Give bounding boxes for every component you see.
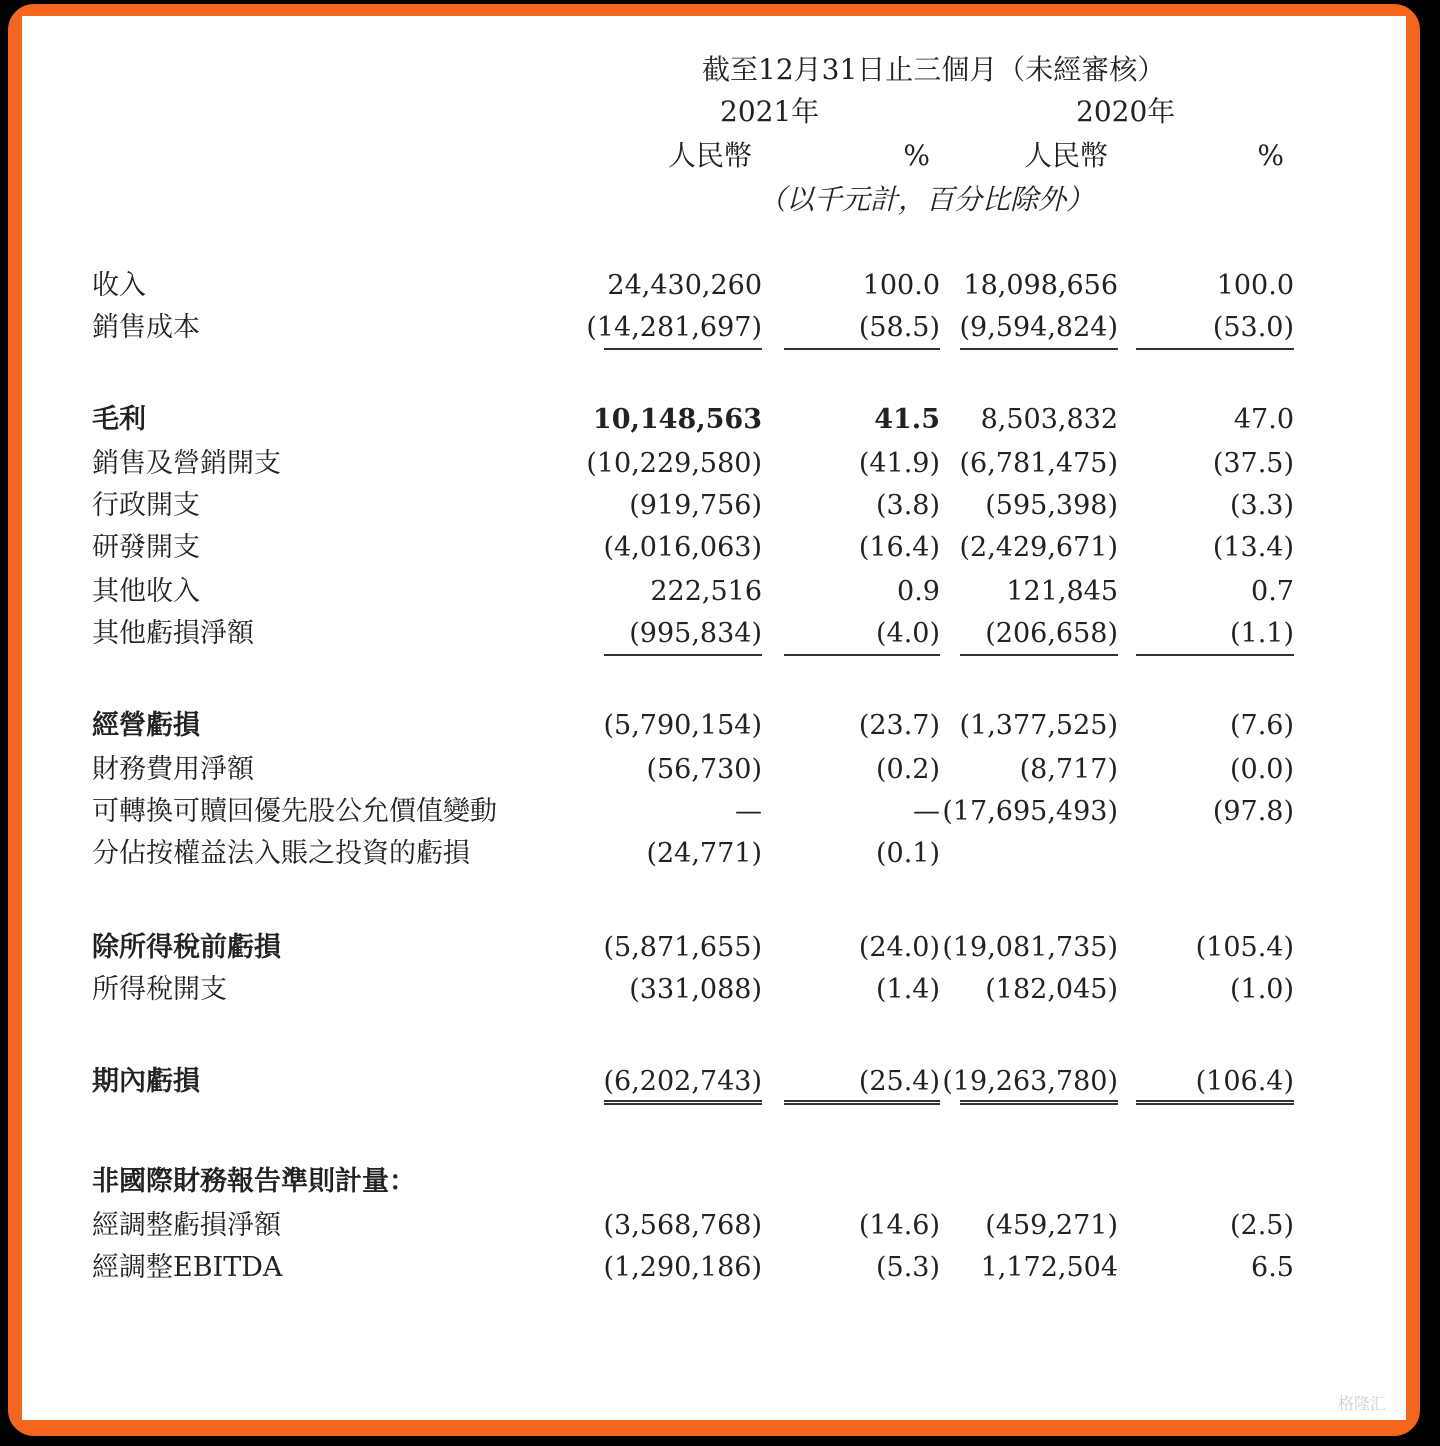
value-2021: (995,834) xyxy=(629,618,762,649)
total-double-rule xyxy=(1136,1100,1294,1105)
pct-2020: (7.6) xyxy=(1229,710,1294,741)
value-2020: (595,398) xyxy=(985,490,1118,521)
value-2020: (1,377,525) xyxy=(959,710,1118,741)
pct-2020: (53.0) xyxy=(1212,312,1294,343)
row-label: 銷售成本 xyxy=(92,312,200,343)
value-2021: (10,229,580) xyxy=(586,448,762,479)
pct-2021: 100.0 xyxy=(862,270,940,301)
pct-2021: (23.7) xyxy=(858,710,940,741)
pct-2020: (37.5) xyxy=(1212,448,1294,479)
value-2020: (19,263,780) xyxy=(942,1066,1118,1097)
row-label: 所得稅開支 xyxy=(92,974,227,1005)
value-2020: (9,594,824) xyxy=(959,312,1118,343)
pct-2021: — xyxy=(913,796,940,827)
subtotal-rule xyxy=(604,654,762,656)
subtotal-rule xyxy=(784,348,940,350)
value-2021: 222,516 xyxy=(650,576,762,607)
subtotal-rule xyxy=(1136,348,1294,350)
pct-2021: (1.4) xyxy=(875,974,940,1005)
pct-2021: (5.3) xyxy=(875,1252,940,1283)
value-2021: (24,771) xyxy=(646,838,762,869)
row-label: 經營虧損 xyxy=(92,710,200,741)
value-2020: (8,717) xyxy=(1019,754,1118,785)
value-2020: (182,045) xyxy=(985,974,1118,1005)
row-label: 期內虧損 xyxy=(92,1066,200,1097)
subtotal-rule xyxy=(784,654,940,656)
unit-note: （以千元計，百分比除外） xyxy=(758,183,1095,216)
value-2021: 10,148,563 xyxy=(592,404,762,435)
row-label: 財務費用淨額 xyxy=(92,754,254,785)
row-label: 收入 xyxy=(92,270,146,301)
pct-2020: 100.0 xyxy=(1216,270,1294,301)
row-label: 除所得稅前虧損 xyxy=(92,932,281,963)
total-double-rule xyxy=(784,1100,940,1105)
row-label: 研發開支 xyxy=(92,532,200,563)
row-label: 經調整虧損淨額 xyxy=(92,1210,281,1241)
pct-2020: 6.5 xyxy=(1251,1252,1294,1283)
value-2021: (919,756) xyxy=(629,490,762,521)
pct-2021: (41.9) xyxy=(858,448,940,479)
pct-2021: (24.0) xyxy=(858,932,940,963)
row-label: 經調整EBITDA xyxy=(92,1252,283,1283)
value-2021: (14,281,697) xyxy=(586,312,762,343)
row-label: 可轉換可贖回優先股公允價值變動 xyxy=(92,796,497,827)
pct-2021: (4.0) xyxy=(875,618,940,649)
value-2020: (206,658) xyxy=(985,618,1118,649)
period-heading: 截至12月31日止三個月（未經審核） xyxy=(702,53,1166,86)
value-2021: (1,290,186) xyxy=(603,1252,762,1283)
value-2021: (6,202,743) xyxy=(603,1066,762,1097)
row-label: 銷售及營銷開支 xyxy=(92,448,281,479)
row-label: 毛利 xyxy=(92,404,146,435)
year-2021-heading: 2021年 xyxy=(720,95,820,128)
col-pct-2021: % xyxy=(903,139,930,172)
pct-2020: (13.4) xyxy=(1212,532,1294,563)
row-label: 其他收入 xyxy=(92,576,200,607)
row-label: 其他虧損淨額 xyxy=(92,618,254,649)
watermark: 格隆汇 xyxy=(1337,1394,1386,1413)
pct-2021: 41.5 xyxy=(874,404,940,435)
year-2020-heading: 2020年 xyxy=(1076,95,1176,128)
non-ifrs-heading: 非國際財務報告準則計量： xyxy=(92,1166,416,1197)
value-2021: — xyxy=(735,796,762,827)
value-2020: 121,845 xyxy=(1006,576,1118,607)
pct-2021: (58.5) xyxy=(858,312,940,343)
pct-2020: (97.8) xyxy=(1212,796,1294,827)
total-double-rule xyxy=(604,1100,762,1105)
pct-2021: (16.4) xyxy=(858,532,940,563)
value-2021: (4,016,063) xyxy=(603,532,762,563)
value-2021: (56,730) xyxy=(646,754,762,785)
value-2021: (5,790,154) xyxy=(603,710,762,741)
pct-2020: (3.3) xyxy=(1229,490,1294,521)
row-label: 行政開支 xyxy=(92,490,200,521)
value-2021: 24,430,260 xyxy=(607,270,762,301)
pct-2020: 0.7 xyxy=(1251,576,1294,607)
col-rmb-2020: 人民幣 xyxy=(1023,139,1108,172)
value-2020: 1,172,504 xyxy=(980,1252,1118,1283)
pct-2020: (1.0) xyxy=(1229,974,1294,1005)
total-double-rule xyxy=(960,1100,1118,1105)
subtotal-rule xyxy=(1136,654,1294,656)
value-2020: (2,429,671) xyxy=(959,532,1118,563)
pct-2021: (0.2) xyxy=(875,754,940,785)
value-2021: (5,871,655) xyxy=(603,932,762,963)
pct-2020: (105.4) xyxy=(1195,932,1294,963)
pct-2020: (1.1) xyxy=(1229,618,1294,649)
pct-2021: (0.1) xyxy=(875,838,940,869)
value-2020: (6,781,475) xyxy=(959,448,1118,479)
pct-2021: 0.9 xyxy=(897,576,940,607)
value-2020: (17,695,493) xyxy=(942,796,1118,827)
pct-2020: (106.4) xyxy=(1195,1066,1294,1097)
value-2021: (331,088) xyxy=(629,974,762,1005)
pct-2020: (0.0) xyxy=(1229,754,1294,785)
value-2020: (19,081,735) xyxy=(942,932,1118,963)
subtotal-rule xyxy=(960,348,1118,350)
subtotal-rule xyxy=(604,348,762,350)
value-2021: (3,568,768) xyxy=(603,1210,762,1241)
value-2020: (459,271) xyxy=(985,1210,1118,1241)
col-rmb-2021: 人民幣 xyxy=(667,139,752,172)
pct-2021: (3.8) xyxy=(875,490,940,521)
pct-2021: (25.4) xyxy=(858,1066,940,1097)
col-pct-2020: % xyxy=(1257,139,1284,172)
pct-2021: (14.6) xyxy=(858,1210,940,1241)
document-page xyxy=(22,16,1406,1420)
pct-2020: 47.0 xyxy=(1233,404,1294,435)
pct-2020: (2.5) xyxy=(1229,1210,1294,1241)
subtotal-rule xyxy=(960,654,1118,656)
value-2020: 8,503,832 xyxy=(980,404,1118,435)
row-label: 分佔按權益法入賬之投資的虧損 xyxy=(92,838,470,869)
value-2020: 18,098,656 xyxy=(963,270,1118,301)
